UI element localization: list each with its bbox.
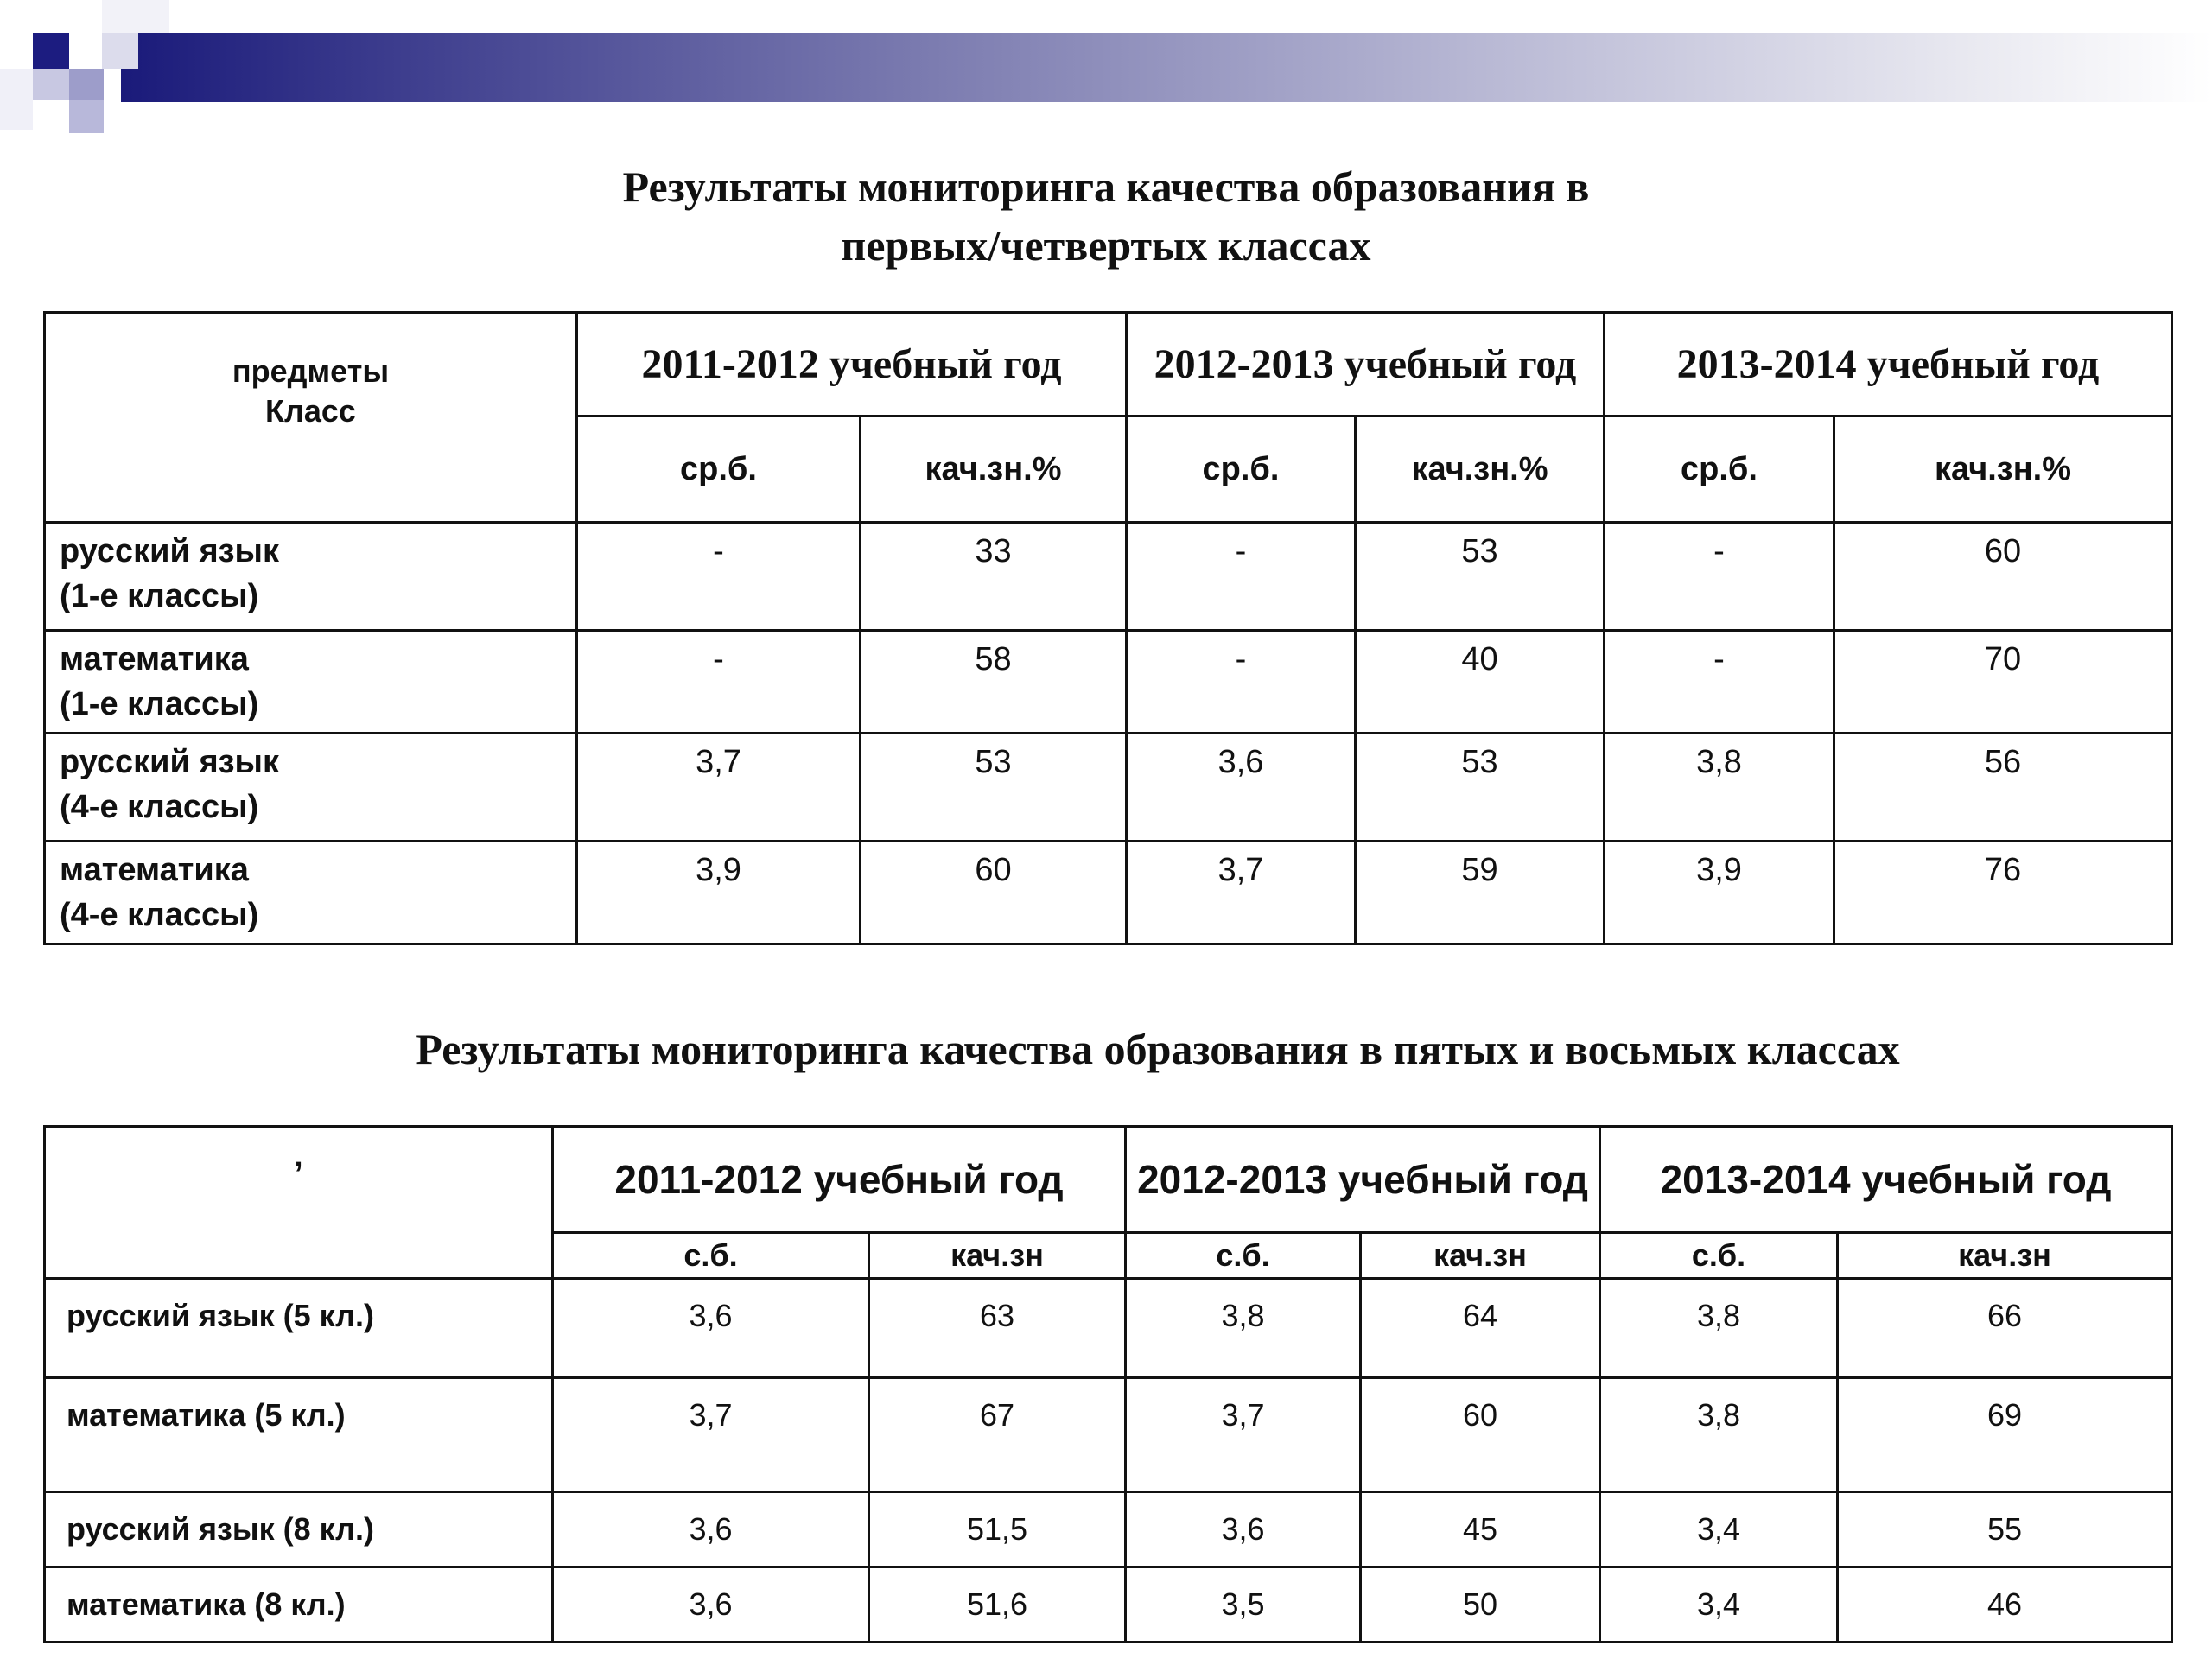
subheader-cell: кач.зн (1838, 1233, 2172, 1279)
value-cell: 3,7 (553, 1378, 869, 1492)
value-cell: 66 (1838, 1279, 2172, 1378)
subheader-cell: ср.б. (1127, 416, 1356, 523)
value-cell: 67 (869, 1378, 1126, 1492)
corner-header (45, 313, 577, 523)
row-label (45, 631, 577, 734)
value-cell: 3,4 (1600, 1567, 1838, 1643)
row-label-line: математика (60, 852, 249, 888)
value-cell: 45 (1361, 1492, 1600, 1567)
page-title (0, 157, 2212, 275)
value-cell: 64 (1361, 1279, 1600, 1378)
row-label: русский язык (8 кл.) (45, 1492, 553, 1567)
row-label-line: (1-е классы) (60, 578, 259, 614)
value-cell: 3,8 (1605, 734, 1834, 842)
year-header: 2011-2012 учебный год (577, 313, 1127, 416)
subheader-cell: с.б. (1126, 1233, 1361, 1279)
value-cell: 3,6 (1127, 734, 1356, 842)
corner-header: , (45, 1127, 553, 1279)
subheader-cell: с.б. (1600, 1233, 1838, 1279)
value-cell: 53 (861, 734, 1127, 842)
decor-square (0, 69, 33, 130)
subheader-cell: кач.зн.% (1356, 416, 1605, 523)
value-cell: - (1127, 631, 1356, 734)
subheader-cell: ср.б. (577, 416, 861, 523)
value-cell: 60 (861, 842, 1127, 944)
title-line: первых/четвертых классах (841, 221, 1371, 270)
value-cell: 70 (1834, 631, 2172, 734)
year-header: 2011-2012 учебный год (553, 1127, 1126, 1233)
value-cell: 40 (1356, 631, 1605, 734)
subheader-cell: кач.зн.% (861, 416, 1127, 523)
row-label (45, 842, 577, 944)
value-cell: 63 (869, 1279, 1126, 1378)
value-cell: 3,5 (1126, 1567, 1361, 1643)
value-cell: 3,6 (553, 1567, 869, 1643)
value-cell: 69 (1838, 1378, 2172, 1492)
value-cell: 55 (1838, 1492, 2172, 1567)
row-label: русский язык (5 кл.) (45, 1279, 553, 1378)
value-cell: - (1605, 631, 1834, 734)
row-label-line: (1-е классы) (60, 686, 259, 722)
value-cell: 60 (1834, 523, 2172, 631)
row-label: математика (5 кл.) (45, 1378, 553, 1492)
table-row (45, 1378, 2172, 1492)
decor-square (69, 100, 104, 133)
subheader-cell: кач.зн (1361, 1233, 1600, 1279)
table-row (45, 1492, 2172, 1567)
value-cell: 56 (1834, 734, 2172, 842)
corner-line: Класс (265, 393, 356, 429)
value-cell: 53 (1356, 734, 1605, 842)
decor-square (69, 69, 104, 100)
value-cell: 58 (861, 631, 1127, 734)
year-header: 2013-2014 учебный год (1600, 1127, 2172, 1233)
value-cell: 3,9 (577, 842, 861, 944)
value-cell: 3,8 (1600, 1279, 1838, 1378)
value-cell: 51,6 (869, 1567, 1126, 1643)
value-cell: - (1605, 523, 1834, 631)
table-row (45, 523, 2172, 631)
decor-square (33, 69, 69, 100)
value-cell: 3,7 (1126, 1378, 1361, 1492)
row-label-line: русский язык (60, 744, 279, 780)
value-cell: 60 (1361, 1378, 1600, 1492)
row-label-line: математика (60, 641, 249, 677)
value-cell: 3,8 (1126, 1279, 1361, 1378)
value-cell: 33 (861, 523, 1127, 631)
results-table-1-4 (43, 311, 2173, 945)
value-cell: 76 (1834, 842, 2172, 944)
year-header: 2012-2013 учебный год (1127, 313, 1605, 416)
value-cell: 3,8 (1600, 1378, 1838, 1492)
value-cell: 50 (1361, 1567, 1600, 1643)
table-row (45, 734, 2172, 842)
value-cell: 3,6 (553, 1492, 869, 1567)
value-cell: 3,9 (1605, 842, 1834, 944)
subheader-cell: с.б. (553, 1233, 869, 1279)
subheader-cell: кач.зн (869, 1233, 1126, 1279)
corner-line: предметы (232, 353, 390, 389)
table-row (45, 1279, 2172, 1378)
row-label-line: (4-е классы) (60, 897, 259, 933)
decor-square (33, 33, 69, 69)
section-title: Результаты мониторинга качества образования в пятых и восьмых классах (416, 1025, 1900, 1073)
value-cell: 3,6 (1126, 1492, 1361, 1567)
results-table-5-8 (43, 1125, 2173, 1643)
value-cell: 46 (1838, 1567, 2172, 1643)
subheader-cell: кач.зн.% (1834, 416, 2172, 523)
year-header: 2012-2013 учебный год (1126, 1127, 1600, 1233)
subheader-cell: ср.б. (1605, 416, 1834, 523)
row-label-line: (4-е классы) (60, 789, 259, 825)
year-header: 2013-2014 учебный год (1605, 313, 2172, 416)
row-label-line: русский язык (60, 533, 279, 569)
header-band (121, 33, 2212, 102)
table-row (45, 631, 2172, 734)
title-line: Результаты мониторинга качества образования в (622, 162, 1590, 211)
value-cell: 3,7 (1127, 842, 1356, 944)
table-row (45, 1567, 2172, 1643)
row-label: математика (8 кл.) (45, 1567, 553, 1643)
value-cell: 51,5 (869, 1492, 1126, 1567)
value-cell: 59 (1356, 842, 1605, 944)
value-cell: - (1127, 523, 1356, 631)
decor-square (102, 33, 138, 69)
value-cell: 3,7 (577, 734, 861, 842)
value-cell: 53 (1356, 523, 1605, 631)
row-label (45, 734, 577, 842)
value-cell: 3,6 (553, 1279, 869, 1378)
table-row (45, 842, 2172, 944)
value-cell: 3,4 (1600, 1492, 1838, 1567)
decor-square (102, 0, 169, 33)
row-label (45, 523, 577, 631)
value-cell: - (577, 523, 861, 631)
value-cell: - (577, 631, 861, 734)
